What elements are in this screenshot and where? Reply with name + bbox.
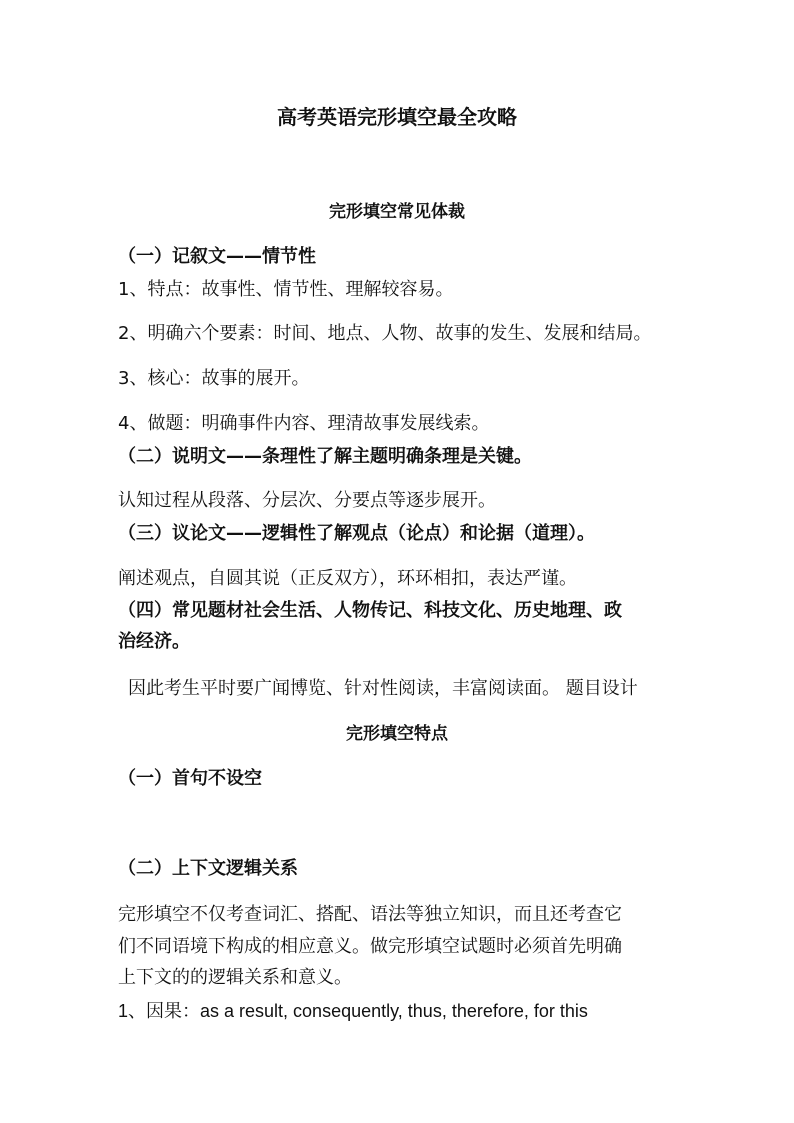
section-heading-features: 完形填空特点 <box>346 724 448 744</box>
paragraph-expository: 认知过程从段落、分层次、分要点等逐步展开。 <box>118 490 496 511</box>
paragraph-context-line1: 完形填空不仅考查词汇、搭配、语法等独立知识，而且还考查它 <box>118 904 622 925</box>
subheading-context-logic: （二）上下文逻辑关系 <box>118 858 298 879</box>
paragraph-context-line3: 上下文的的逻辑关系和意义。 <box>118 967 352 988</box>
list-item-narrative-3: 3、核心：故事的展开。 <box>118 368 310 389</box>
section-heading-genres: 完形填空常见体裁 <box>329 202 465 222</box>
subheading-first-sentence: （一）首句不设空 <box>118 768 262 789</box>
list-item-narrative-4: 4、做题：明确事件内容、理清故事发展线索。 <box>118 413 490 434</box>
document-title: 高考英语完形填空最全攻略 <box>277 105 517 129</box>
list-item-cause-effect: 1、因果：as a result, consequently, thus, therefore, for this <box>118 1001 588 1021</box>
paragraph-topics: 因此考生平时要广闻博览、针对性阅读，丰富阅读面。 题目设计 <box>128 678 638 699</box>
subheading-topics-line2: 治经济。 <box>118 631 190 652</box>
subheading-expository: （二）说明文——条理性了解主题明确条理是关键。 <box>118 446 532 467</box>
paragraph-context-line2: 们不同语境下构成的相应意义。做完形填空试题时必须首先明确 <box>118 936 622 957</box>
list-item-narrative-1: 1、特点：故事性、情节性、理解较容易。 <box>118 279 454 300</box>
list-item-narrative-2: 2、明确六个要素：时间、地点、人物、故事的发生、发展和结局。 <box>118 323 652 344</box>
paragraph-argumentative: 阐述观点，自圆其说（正反双方），环环相扣，表达严谨。 <box>118 568 577 589</box>
subheading-narrative: （一）记叙文——情节性 <box>118 246 316 267</box>
subheading-argumentative: （三）议论文——逻辑性了解观点（论点）和论据（道理）。 <box>118 523 595 544</box>
subheading-topics-line1: （四）常见题材社会生活、人物传记、科技文化、历史地理、政 <box>118 600 622 621</box>
